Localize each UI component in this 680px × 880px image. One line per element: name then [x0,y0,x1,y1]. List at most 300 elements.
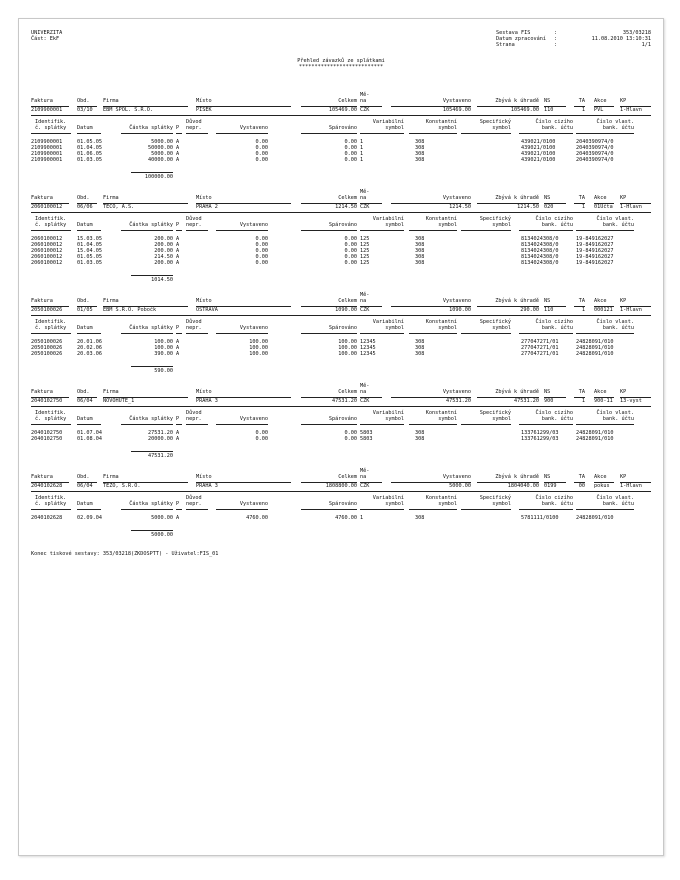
invoice-remaining: 1804040.00 [507,483,539,489]
installment-date: 01.05.05 [77,139,102,145]
installment-const-symbol: 308 [415,430,425,436]
installment-p: A [176,260,180,266]
installment-paired: 0.00 [344,248,357,254]
installment-date: 02.09.04 [77,515,102,521]
installment-p: A [176,145,180,151]
invoice-block [31,384,651,469]
meta-page: Strana : 1/1 [496,41,651,48]
meta-date: Datum zpracování : 11.08.2010 13:10:31 [496,35,651,42]
col-obd: Obd. [77,195,90,201]
col-celkem: Celkem [338,98,357,104]
invoice-ta: 1 [581,107,585,113]
installment-header-labels [31,411,651,423]
installment-own-account: 2040390974/0 [576,145,614,151]
installment-var-symbol: 12345 [360,339,376,345]
invoice-ta: 1 [581,307,585,313]
col-s-vystaveno: Vystaveno [239,325,268,331]
installment-date: 01.06.05 [77,151,102,157]
installment-const-symbol: 308 [415,436,425,442]
installment-date: 15.04.05 [77,248,102,254]
col-p: P [176,222,180,228]
installment-own-account: 2040390974/0 [576,157,614,163]
invoice-action: 900-11 [594,398,613,404]
col-zbyva: Zbývá k úhradě [495,98,539,104]
installment-sum-value: 1014.50 [151,277,173,283]
col-misto: Místo [196,474,212,480]
col-identifik: Identifik. č. splátky [35,216,67,228]
invoice-company: EBM S.R.O. Pobočk [103,307,157,313]
installment-paired: 0.00 [344,139,357,145]
invoice-period: 03/10 [77,107,93,113]
invoice-block [31,293,651,384]
col-castka: Částka splátky [129,222,173,228]
col-vystaveno: Vystaveno [442,298,471,304]
installment-date: 01.04.05 [77,145,102,151]
col-ta: TA [578,298,585,304]
installment-p: A [176,254,180,260]
installment-paired: 0.00 [344,145,357,151]
invoice-currency: CZK [360,307,370,313]
installment-foreign-account: 8134024308/0 [521,242,559,248]
invoice-currency: CZK [360,483,370,489]
col-var: Variabilní symbol [372,216,404,228]
col-ns: NS [544,474,551,480]
installment-p: A [176,436,180,442]
col-misto: Místo [196,98,212,104]
invoice-ta: 1 [581,398,585,404]
installment-paired: 0.00 [344,157,357,163]
installment-amount: 50000.00 [148,145,173,151]
col-identifik: Identifik. č. splátky [35,319,67,331]
col-celkem: Celkem [338,389,357,395]
installment-sum-value: 100000.00 [144,174,173,180]
col-s-vystaveno: Vystaveno [239,125,268,131]
installment-own-account: 19-849162027 [576,248,614,254]
installment-issued: 0.00 [255,236,268,242]
col-vystaveno: Vystaveno [442,195,471,201]
installment-id: 2050100026 [31,345,63,351]
invoice-rule [31,114,651,117]
installment-issued: 0.00 [255,242,268,248]
installment-paired: 0.00 [344,151,357,157]
col-ta: TA [578,474,585,480]
installment-const-symbol: 308 [415,254,425,260]
installment-id: 2050100026 [31,339,63,345]
installment-p: A [176,430,180,436]
installment-const-symbol: 308 [415,515,425,521]
installment-id: 2040102628 [31,515,63,521]
installment-foreign-account: 8134024308/0 [521,260,559,266]
col-datum: Datum [77,501,93,507]
installment-amount: 100.00 [154,339,173,345]
col-akce: Akce [594,298,607,304]
installment-var-symbol: 125 [360,248,370,254]
installment-paired: 0.00 [344,254,357,260]
col-mena: Mě- na [360,92,370,104]
installment-var-symbol: 125 [360,242,370,248]
installment-var-symbol: 125 [360,260,370,266]
invoice-currency: CZK [360,398,370,404]
col-cizi: Číslo cizího bank. účtu [535,119,573,131]
installment-id: 2040102750 [31,430,63,436]
col-zbyva: Zbývá k úhradě [495,298,539,304]
col-vlast: Číslo vlast. bank. účtu [596,495,634,507]
invoice-issued: 47531.20 [446,398,471,404]
invoice-list [31,93,651,548]
installment-var-symbol: 12345 [360,351,376,357]
col-sparovano: Spárováno [328,416,357,422]
report-sheet [31,31,651,558]
invoice-remaining: 105469.00 [510,107,539,113]
col-firma: Firma [103,98,119,104]
invoice-remaining: 290.00 [520,307,539,313]
col-duvod: Důvod nepr. [186,319,202,331]
installment-foreign-account: 277047271/01 [521,351,559,357]
col-datum: Datum [77,222,93,228]
col-var: Variabilní symbol [372,495,404,507]
installment-amount: 27531.20 [148,430,173,436]
invoice-period: 06/04 [77,483,93,489]
installment-id: 2109900001 [31,145,63,151]
col-datum: Datum [77,125,93,131]
installment-date: 20.01.06 [77,339,102,345]
col-faktura: Faktura [31,298,53,304]
col-ns: NS [544,298,551,304]
installment-const-symbol: 308 [415,157,425,163]
col-misto: Místo [196,195,212,201]
installment-issued: 0.00 [255,248,268,254]
col-spec: Specifický symbol [479,495,511,507]
installment-id: 2060100012 [31,248,63,254]
col-duvod: Důvod nepr. [186,495,202,507]
installment-const-symbol: 308 [415,236,425,242]
installment-paired: 100.00 [338,351,357,357]
installment-paired: 0.00 [344,430,357,436]
installment-paired: 0.00 [344,236,357,242]
installment-date: 01.08.04 [77,436,102,442]
invoice-action: pokus [594,483,610,489]
invoice-kp: 13-vyst [620,398,642,404]
report-meta [496,31,651,48]
invoice-ns: 110 [544,307,554,313]
installment-row [31,352,651,358]
installment-id: 2109900001 [31,157,63,163]
col-castka: Částka splátky [129,501,173,507]
installment-sum-value: 590.00 [154,368,173,374]
installment-own-account: 2040390974/0 [576,139,614,145]
col-identifik: Identifik. č. splátky [35,495,67,507]
invoice-place: PRAHA 3 [196,398,218,404]
installment-paired: 100.00 [338,345,357,351]
installment-paired: 100.00 [338,339,357,345]
invoice-total: 1090.00 [335,307,357,313]
invoice-company: TECO, A.S. [103,204,135,210]
col-p: P [176,125,180,131]
invoice-block [31,93,651,190]
col-var: Variabilní symbol [372,119,404,131]
invoice-currency: CZK [360,204,370,210]
installment-sum [31,530,651,538]
invoice-total: 47531.20 [332,398,357,404]
report-title: Přehled závazků ze splátkami [297,58,385,64]
installment-issued: 0.00 [255,151,268,157]
col-p: P [176,501,180,507]
col-var: Variabilní symbol [372,319,404,331]
installment-sum-value: 5000.00 [151,532,173,538]
col-kon: Konstantní symbol [425,319,457,331]
invoice-remaining: 47531.20 [514,398,539,404]
report-header [31,31,651,51]
col-zbyva: Zbývá k úhradě [495,389,539,395]
col-kp: KP [620,389,627,395]
installment-amount: 40000.00 [148,157,173,163]
col-ns: NS [544,98,551,104]
installment-paired: 4760.00 [335,515,357,521]
installment-foreign-account: 277047271/01 [521,345,559,351]
installment-var-symbol: 1 [360,157,364,163]
col-kon: Konstantní symbol [425,216,457,228]
invoice-kp: 1-Hlavn [620,107,642,113]
invoice-number: 2040102750 [31,398,63,404]
col-castka: Částka splátky [129,416,173,422]
invoice-place: PÍSEK [196,107,212,113]
invoice-issued: 105469.00 [442,107,471,113]
col-kon: Konstantní symbol [425,410,457,422]
col-cizi: Číslo cizího bank. účtu [535,410,573,422]
installment-const-symbol: 308 [415,151,425,157]
installment-own-account: 24828091/010 [576,345,614,351]
installment-const-symbol: 308 [415,260,425,266]
installment-var-symbol: 1 [360,151,364,157]
installment-rule [31,229,651,232]
installment-own-account: 19-849162027 [576,254,614,260]
installment-var-symbol: 5803 [360,430,373,436]
installment-const-symbol: 308 [415,248,425,254]
installment-foreign-account: 133761299/03 [521,430,559,436]
org-name: UNIVERZITA [31,30,63,36]
installment-var-symbol: 1 [360,139,364,145]
invoice-number: 2060100012 [31,204,63,210]
col-sparovano: Spárováno [328,125,357,131]
invoice-header-labels [31,93,651,105]
invoice-issued: 1214.50 [449,204,471,210]
installment-issued: 0.00 [255,254,268,260]
invoice-company: EBM SPOL. S.R.O. [103,107,153,113]
col-misto: Místo [196,298,212,304]
col-p: P [176,325,180,331]
invoice-place: OSTRAVA [196,307,218,313]
installment-p: A [176,248,180,254]
installment-paired: 0.00 [344,242,357,248]
col-kp: KP [620,474,627,480]
org-info [31,31,62,43]
col-mena: Mě- na [360,383,370,395]
installment-header-labels [31,217,651,229]
installment-id: 2060100012 [31,260,63,266]
invoice-action: 01Účta [594,204,613,210]
invoice-ns: 0199 [544,483,557,489]
col-faktura: Faktura [31,389,53,395]
installment-row [31,437,651,443]
report-title-underline: *************************** [298,64,384,70]
col-mena: Mě- na [360,468,370,480]
col-vystaveno: Vystaveno [442,389,471,395]
installment-const-symbol: 308 [415,345,425,351]
col-faktura: Faktura [31,195,53,201]
invoice-company: NOVOHUTE_1 [103,398,135,404]
invoice-action: 000121 [594,307,613,313]
installment-var-symbol: 12345 [360,345,376,351]
installment-row [31,516,651,522]
col-s-vystaveno: Vystaveno [239,501,268,507]
installment-amount: 390.00 [154,351,173,357]
installment-sum [31,172,651,180]
installment-date: 01.05.05 [77,254,102,260]
col-vlast: Číslo vlast. bank. účtu [596,216,634,228]
col-firma: Firma [103,389,119,395]
invoice-number: 2109900001 [31,107,63,113]
invoice-kp: 1-Hlavn [620,307,642,313]
installment-issued: 100.00 [249,345,268,351]
col-vlast: Číslo vlast. bank. účtu [596,319,634,331]
col-misto: Místo [196,389,212,395]
installment-id: 2050100026 [31,351,63,357]
installment-date: 01.07.04 [77,430,102,436]
installment-amount: 20000.00 [148,436,173,442]
col-akce: Akce [594,389,607,395]
col-spec: Specifický symbol [479,319,511,331]
col-datum: Datum [77,416,93,422]
installment-p: A [176,339,180,345]
installment-amount: 200.00 [154,260,173,266]
installment-foreign-account: 439021/0100 [521,157,556,163]
col-castka: Částka splátky [129,125,173,131]
installment-foreign-account: 439021/0100 [521,151,556,157]
invoice-number: 2040102628 [31,483,63,489]
col-sparovano: Spárováno [328,222,357,228]
col-identifik: Identifik. č. splátky [35,119,67,131]
installment-issued: 4760.00 [246,515,268,521]
installment-rule [31,423,651,426]
installment-id: 2040102750 [31,436,63,442]
col-spec: Specifický symbol [479,216,511,228]
installment-var-symbol: 1 [360,145,364,151]
col-kp: KP [620,98,627,104]
invoice-header-labels [31,293,651,305]
installment-amount: 5000.00 [151,151,173,157]
col-firma: Firma [103,195,119,201]
installment-foreign-account: 8134024308/0 [521,236,559,242]
col-vystaveno: Vystaveno [442,98,471,104]
col-p: P [176,416,180,422]
installment-date: 01.04.05 [77,242,102,248]
col-cizi: Číslo cizího bank. účtu [535,495,573,507]
invoice-block [31,190,651,293]
installment-issued: 0.00 [255,260,268,266]
col-duvod: Důvod nepr. [186,119,202,131]
invoice-header-labels [31,190,651,202]
col-vlast: Číslo vlast. bank. účtu [596,119,634,131]
col-kon: Konstantní symbol [425,495,457,507]
invoice-ns: 110 [544,107,554,113]
col-sparovano: Spárováno [328,325,357,331]
col-cizi: Číslo cizího bank. účtu [535,319,573,331]
installment-paired: 0.00 [344,260,357,266]
invoice-number: 2050100026 [31,307,63,313]
installment-issued: 0.00 [255,145,268,151]
installment-issued: 0.00 [255,430,268,436]
installment-p: A [176,151,180,157]
invoice-header-labels [31,469,651,481]
invoice-rule [31,490,651,493]
invoice-ta: 1 [581,204,585,210]
col-spec: Specifický symbol [479,410,511,422]
installment-foreign-account: 439021/0100 [521,145,556,151]
installment-foreign-account: 5781111/0100 [521,515,559,521]
installment-header-labels [31,320,651,332]
invoice-block [31,469,651,548]
installment-var-symbol: 125 [360,254,370,260]
installment-p: A [176,236,180,242]
col-duvod: Důvod nepr. [186,410,202,422]
installment-header-labels [31,120,651,132]
col-ta: TA [578,389,585,395]
col-obd: Obd. [77,98,90,104]
invoice-currency: CZK [360,107,370,113]
invoice-rule [31,211,651,214]
invoice-rule [31,405,651,408]
installment-own-account: 19-849162027 [576,242,614,248]
installment-var-symbol: 1 [360,515,364,521]
invoice-kp: 1-Hlavn [620,204,642,210]
installment-row [31,158,651,164]
installment-amount: 200.00 [154,248,173,254]
installment-issued: 100.00 [249,339,268,345]
invoice-issued: 5000.00 [449,483,471,489]
installment-foreign-account: 8134024308/0 [521,254,559,260]
installment-amount: 5000.00 [151,139,173,145]
invoice-total: 1214.50 [335,204,357,210]
col-celkem: Celkem [338,298,357,304]
installment-row [31,261,651,267]
installment-foreign-account: 439021/0100 [521,139,556,145]
col-s-vystaveno: Vystaveno [239,222,268,228]
col-faktura: Faktura [31,98,53,104]
installment-foreign-account: 8134024308/0 [521,248,559,254]
invoice-action: PVL [594,107,604,113]
installment-const-symbol: 308 [415,242,425,248]
col-vystaveno: Vystaveno [442,474,471,480]
col-ns: NS [544,195,551,201]
installment-id: 2109900001 [31,151,63,157]
installment-date: 20.03.06 [77,351,102,357]
installment-p: A [176,515,180,521]
org-part: Část: EkF [31,35,60,42]
col-celkem: Celkem [338,474,357,480]
col-obd: Obd. [77,298,90,304]
col-akce: Akce [594,474,607,480]
invoice-period: 06/04 [77,398,93,404]
installment-var-symbol: 125 [360,236,370,242]
installment-date: 15.03.05 [77,236,102,242]
col-celkem: Celkem [338,195,357,201]
invoice-rule [31,314,651,317]
installment-const-symbol: 308 [415,351,425,357]
installment-header-labels [31,496,651,508]
installment-id: 2060100012 [31,236,63,242]
installment-const-symbol: 308 [415,145,425,151]
col-mena: Mě- na [360,292,370,304]
